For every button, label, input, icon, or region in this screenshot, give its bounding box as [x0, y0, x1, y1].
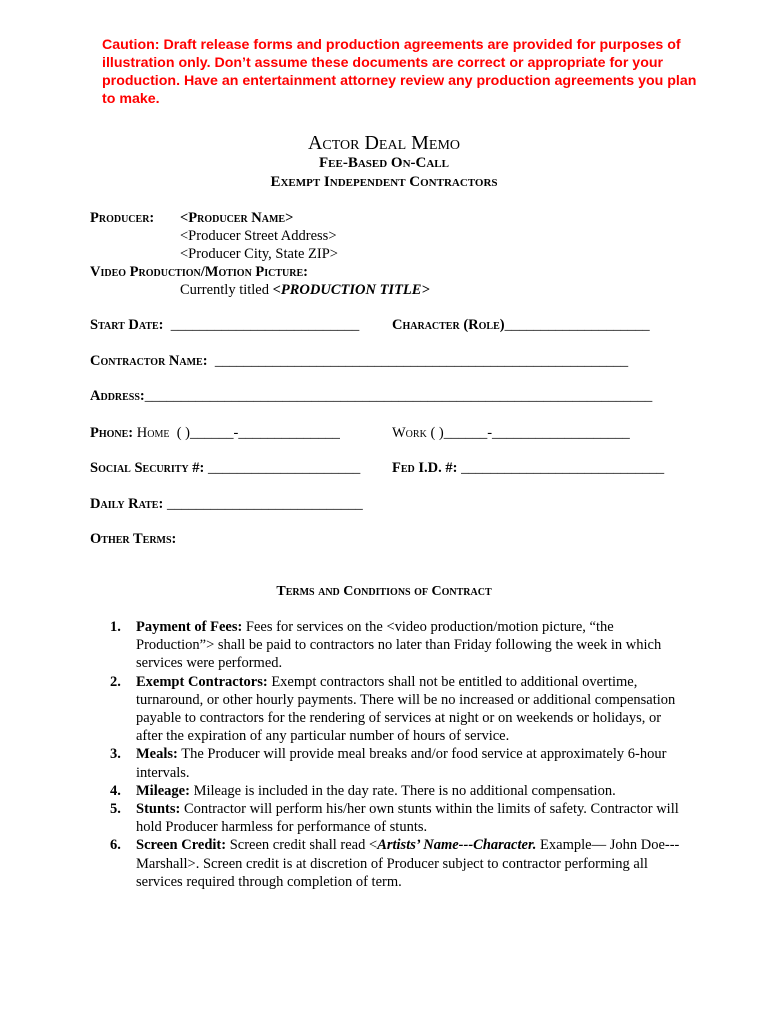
- daily-rate-line[interactable]: ___________________________: [166, 496, 363, 512]
- term-emphasis: Artists’ Name---Character.: [377, 837, 537, 854]
- production-title: <PRODUCTION TITLE>: [272, 282, 430, 298]
- term-lead: Exempt Contractors:: [136, 673, 268, 690]
- term-number: 2.: [110, 673, 121, 690]
- document-subtitle: Fee-Based On-Call: [319, 155, 449, 171]
- fed-id-field[interactable]: [392, 459, 664, 477]
- ssn-line[interactable]: _____________________: [207, 460, 361, 476]
- address-field[interactable]: [90, 387, 652, 405]
- producer-label: Producer:: [90, 210, 155, 226]
- start-date-field[interactable]: [90, 316, 359, 334]
- contractor-name-line[interactable]: _________________________________________________________: [214, 353, 629, 369]
- contractor-name-field[interactable]: [90, 352, 628, 370]
- term-lead: Payment of Fees:: [136, 619, 243, 635]
- terms-list: [110, 618, 685, 891]
- production-title-line: Currently titled <PRODUCTION TITLE>: [180, 282, 430, 298]
- term-item: [110, 745, 685, 781]
- terms-heading: Terms and Conditions of Contract: [276, 584, 492, 599]
- ssn-label: Social Security #:: [90, 460, 205, 476]
- character-line[interactable]: ____________________: [504, 317, 650, 333]
- production-label: Video Production/Motion Picture:: [90, 264, 309, 280]
- term-text: Fees for services on the <video production/motion picture, “the Production”> shall be paid to contractors no later than Friday following the week in which services were performed.: [136, 619, 662, 672]
- producer-city: <Producer City, State ZIP>: [180, 246, 338, 262]
- term-number: 6.: [110, 837, 121, 854]
- home-phone-field[interactable]: [90, 424, 340, 442]
- fed-id-line[interactable]: ____________________________: [461, 460, 665, 476]
- daily-rate-field[interactable]: [90, 495, 363, 513]
- document-title: Actor Deal Memo: [307, 132, 461, 154]
- character-field[interactable]: [392, 316, 650, 334]
- character-label: Character (Role): [392, 317, 505, 333]
- term-item: [110, 673, 685, 746]
- daily-rate-label: Daily Rate:: [90, 496, 164, 512]
- term-text: Contractor will perform his/her own stunts within the limits of safety. Contractor will hold Producer harmless for performance of stunts.: [136, 801, 679, 836]
- term-lead: Mileage:: [136, 782, 190, 799]
- ssn-field[interactable]: [90, 459, 360, 477]
- phone-label: Phone:: [90, 425, 134, 441]
- term-lead: Stunts:: [136, 801, 181, 818]
- producer-name: <Producer Name>: [180, 210, 294, 226]
- start-date-label: Start Date:: [90, 317, 164, 333]
- work-label: Work: [392, 425, 427, 441]
- term-number: 1.: [110, 619, 121, 635]
- term-number: 4.: [110, 782, 121, 799]
- term-item: [110, 782, 685, 800]
- other-terms-field: [90, 530, 176, 548]
- term-lead: Screen Credit:: [136, 837, 227, 854]
- home-phone-line[interactable]: ( )______-______________: [176, 425, 340, 441]
- document-subtitle-2: Exempt Independent Contractors: [270, 174, 498, 190]
- term-text-cont: Example— John Doe---Marshall>. Screen credit is at discretion of Producer subject to contractor performing all services required through completion of term.: [136, 837, 680, 890]
- term-text: Exempt contractors shall not be entitled to additional overtime, turnaround, or other hourly payments. There will be no increased or additional compensation payable to contractors for the rendering of services at night or on weekends or holidays, or after the expiration of any particular number of hours of service.: [136, 673, 676, 745]
- home-label: Home: [136, 425, 170, 441]
- term-lead: Meals:: [136, 746, 178, 763]
- term-item: [110, 800, 685, 836]
- start-date-line[interactable]: __________________________: [170, 317, 360, 333]
- term-number: 5.: [110, 801, 121, 818]
- term-item: [110, 618, 685, 673]
- address-label: Address:: [90, 388, 145, 404]
- producer-street: <Producer Street Address>: [180, 228, 337, 244]
- work-phone-field[interactable]: [392, 424, 630, 442]
- term-text: Screen credit shall read <: [226, 837, 378, 854]
- address-line[interactable]: ______________________________________________________________________: [144, 388, 653, 404]
- term-number: 3.: [110, 746, 121, 763]
- term-text: Mileage is included in the day rate. There is no additional compensation.: [189, 782, 616, 799]
- other-terms-label: Other Terms:: [90, 531, 177, 547]
- term-item: [110, 836, 685, 891]
- caution-notice: Caution: Draft release forms and production agreements are provided for purposes of illustration only. Don’t assume these documents are correct or appropriate for your production. Have an entertainment attorney review any production agreements you plan to make.: [102, 37, 697, 107]
- contractor-name-label: Contractor Name:: [90, 353, 208, 369]
- work-phone-line[interactable]: ( )______-___________________: [430, 425, 630, 441]
- term-text: The Producer will provide meal breaks and/or food service at approximately 6-hour intervals.: [136, 746, 667, 781]
- fed-id-label: Fed I.D. #:: [392, 460, 458, 476]
